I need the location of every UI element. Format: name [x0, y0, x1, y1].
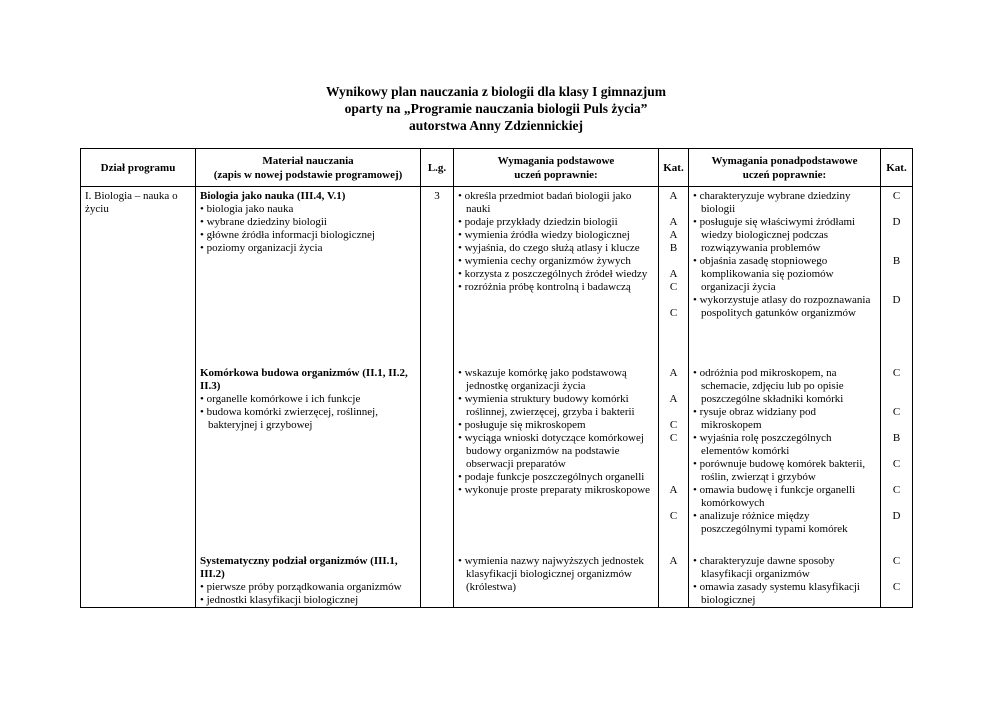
list-item: • wymienia struktury budowy komórki roślinnej, zwierzęcej, grzyba i bakterii [458, 393, 635, 418]
title-line-3: autorstwa Anny Zdziennickiej [408, 118, 584, 133]
material-cell [196, 361, 421, 550]
list-item: • charakteryzuje dawne sposoby klasyfikacji organizmów [693, 555, 835, 580]
teaching-plan-table [80, 148, 913, 608]
list-item: • wymienia nazwy najwyższych jednostek klasyfikacji biologicznej organizmów (królestwa) [458, 555, 644, 593]
list-item: • wymienia cechy organizmów żywych [458, 255, 631, 267]
category-label: A [669, 367, 678, 379]
table-header-row [81, 149, 913, 187]
section-cell: I. Biologia – nauka o życiu [81, 187, 196, 362]
category-label: C [892, 367, 901, 379]
list-item: • podaje przykłady dziedzin biologii [458, 216, 618, 228]
list-item: • posługuje się właściwymi źródłami wiedzy biologicznej podczas rozwiązywania problemów [693, 216, 856, 254]
advanced-category-cell [881, 361, 913, 550]
section-cell [81, 361, 196, 550]
category-label [885, 497, 908, 510]
category-label [885, 242, 908, 255]
category-label: D [892, 510, 901, 522]
category-label [885, 281, 908, 294]
category-label [663, 445, 684, 458]
document-title [0, 83, 992, 134]
header-section: Dział programu [81, 149, 196, 187]
category-label: C [669, 281, 678, 293]
category-label [663, 458, 684, 471]
category-label: C [669, 432, 678, 444]
category-label: C [892, 581, 901, 593]
table-row [81, 187, 913, 362]
category-label [885, 445, 908, 458]
list-item: • objaśnia zasadę stopniowego komplikowania się poziomów organizacji życia [693, 255, 834, 293]
list-item: • wyjaśnia rolę poszczególnych elementów komórki [693, 432, 832, 457]
category-label: A [669, 268, 678, 280]
category-label: C [892, 484, 901, 496]
category-label: C [892, 190, 901, 202]
category-label [663, 255, 684, 268]
category-label: C [669, 307, 678, 319]
list-item: • odróżnia pod mikroskopem, na schemacie, zdjęciu lub po opisie poszczególne składniki komórki [693, 367, 844, 405]
advanced-requirements-cell [689, 550, 881, 608]
title-line-2: oparty na „Programie nauczania biologii Puls życia” [344, 101, 648, 116]
list-item: • posługuje się mikroskopem [458, 419, 586, 431]
category-label [885, 229, 908, 242]
category-label [885, 393, 908, 406]
hours-cell: 3 [421, 187, 454, 362]
header-material: Materiał nauczania (zapis w nowej podstawie programowej) [196, 149, 421, 187]
category-label: C [892, 406, 901, 418]
material-title: Komórkowa budowa organizmów (II.1, II.2, II.3) [200, 367, 408, 392]
header-advanced-category: Kat. [881, 149, 913, 187]
list-item: • porównuje budowę komórek bakterii, roślin, zwierząt i grzybów [693, 458, 866, 483]
basic-category-cell [659, 187, 689, 362]
basic-requirements-cell [454, 361, 659, 550]
list-item: • wykorzystuje atlasy do rozpoznawania pospolitych gatunków organizmów [693, 294, 871, 319]
title-line-1: Wynikowy plan nauczania z biologii dla klasy I gimnazjum [325, 84, 667, 99]
category-label: A [669, 555, 678, 567]
header-basic: Wymagania podstawowe uczeń poprawnie: [454, 149, 659, 187]
list-item: • omawia zasady systemu klasyfikacji biologicznej [693, 581, 860, 606]
material-cell [196, 550, 421, 608]
list-item: • wymienia źródła wiedzy biologicznej [458, 229, 630, 241]
category-label: A [669, 393, 678, 405]
category-label [663, 497, 684, 510]
material-title: Biologia jako nauka (III.4, V.1) [200, 190, 346, 202]
category-label [663, 294, 684, 307]
list-item: • główne źródła informacji biologicznej [200, 229, 375, 241]
header-basic-category: Kat. [659, 149, 689, 187]
category-label [885, 380, 908, 393]
section-cell [81, 550, 196, 608]
list-item: • organelle komórkowe i ich funkcje [200, 393, 361, 405]
table-row [81, 361, 913, 550]
advanced-category-cell [881, 187, 913, 362]
list-item: • wykonuje proste preparaty mikroskopowe [458, 484, 651, 496]
category-label: A [669, 229, 678, 241]
category-label [663, 203, 684, 216]
header-advanced: Wymagania ponadpodstawowe uczeń poprawnie: [689, 149, 881, 187]
list-item: • rozróżnia próbę kontrolną i badawczą [458, 281, 631, 293]
advanced-requirements-cell [689, 361, 881, 550]
category-label: A [669, 484, 678, 496]
material-title: Systematyczny podział organizmów (III.1, III.2) [200, 555, 398, 580]
category-label: C [892, 555, 901, 567]
material-cell [196, 187, 421, 362]
category-label: D [892, 294, 901, 306]
category-label [663, 406, 684, 419]
category-label [885, 419, 908, 432]
category-label: C [892, 458, 901, 470]
table-row [81, 550, 913, 608]
category-label [885, 471, 908, 484]
list-item: • pierwsze próby porządkowania organizmów [200, 581, 402, 593]
category-label: B [892, 255, 901, 267]
list-item: • rysuje obraz widziany pod mikroskopem [693, 406, 816, 431]
list-item: • określa przedmiot badań biologii jako nauki [458, 190, 632, 215]
category-label [663, 380, 684, 393]
category-label [663, 471, 684, 484]
category-label: C [669, 510, 678, 522]
list-item: • wyjaśnia, do czego służą atlasy i klucze [458, 242, 640, 254]
list-item: • jednostki klasyfikacji biologicznej [200, 594, 359, 606]
category-label [885, 203, 908, 216]
category-label: C [669, 419, 678, 431]
list-item: • wybrane dziedziny biologii [200, 216, 327, 228]
advanced-requirements-cell [689, 187, 881, 362]
list-item: • wskazuje komórkę jako podstawową jednostkę organizacji życia [458, 367, 627, 392]
basic-category-cell [659, 361, 689, 550]
category-label: B [669, 242, 678, 254]
category-label: A [669, 216, 678, 228]
category-label: D [892, 216, 901, 228]
category-label: A [669, 190, 678, 202]
list-item: • podaje funkcje poszczególnych organelli [458, 471, 645, 483]
list-item: • biologia jako nauka [200, 203, 294, 215]
list-item: • budowa komórki zwierzęcej, roślinnej, bakteryjnej i grzybowej [200, 406, 378, 431]
advanced-category-cell [881, 550, 913, 608]
list-item: • poziomy organizacji życia [200, 242, 323, 254]
basic-category-cell [659, 550, 689, 608]
basic-requirements-cell [454, 187, 659, 362]
category-label: B [892, 432, 901, 444]
header-hours: L.g. [421, 149, 454, 187]
list-item: • korzysta z poszczególnych źródeł wiedzy [458, 268, 648, 280]
category-label [885, 268, 908, 281]
basic-requirements-cell [454, 550, 659, 608]
list-item: • charakteryzuje wybrane dziedziny biologii [693, 190, 851, 215]
hours-cell [421, 361, 454, 550]
list-item: • omawia budowę i funkcje organelli komórkowych [693, 484, 856, 509]
hours-cell [421, 550, 454, 608]
list-item: • wyciąga wnioski dotyczące komórkowej budowy organizmów na podstawie obserwacji preparatów [458, 432, 644, 470]
list-item: • analizuje różnice między poszczególnymi typami komórek [693, 510, 848, 535]
category-label [885, 568, 908, 581]
